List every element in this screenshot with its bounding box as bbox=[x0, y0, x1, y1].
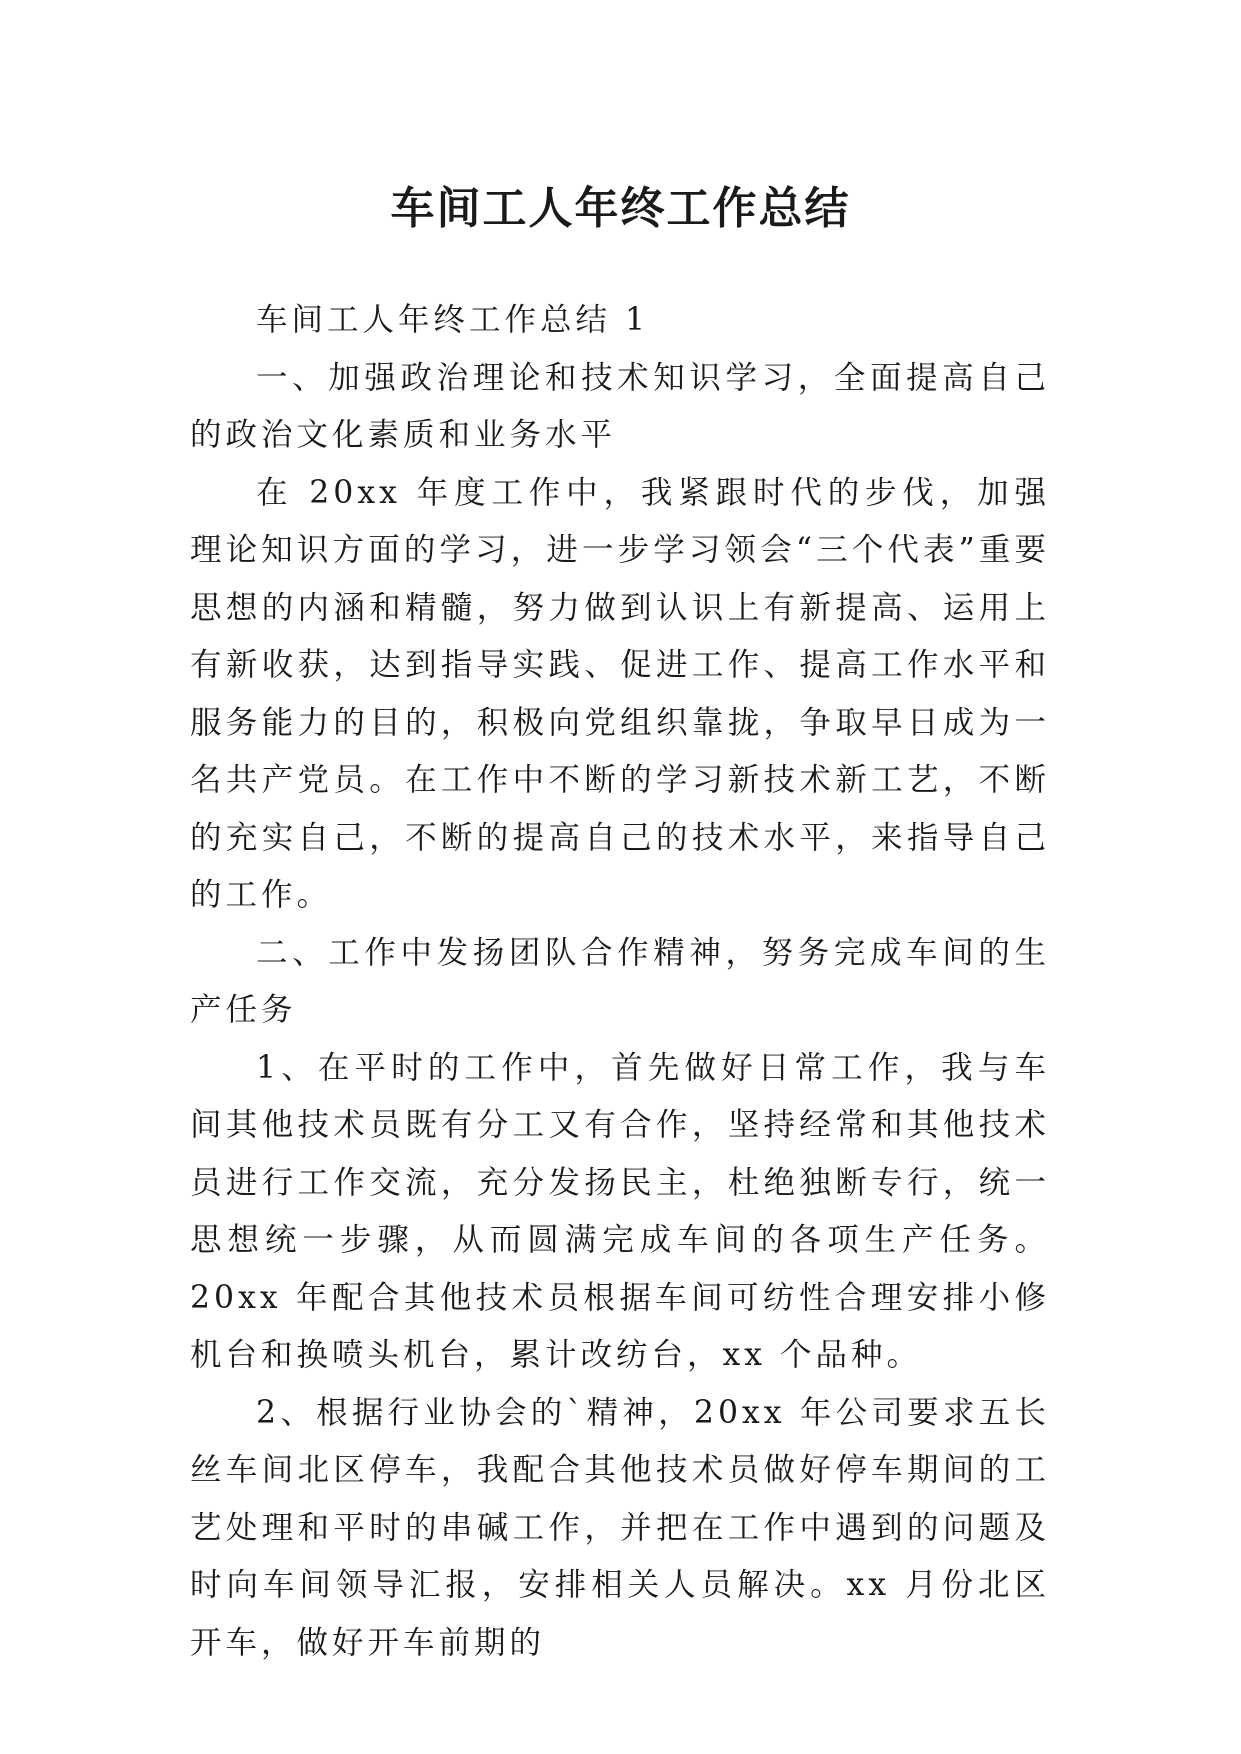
document-title: 车间工人年终工作总结 bbox=[390, 183, 851, 235]
paragraph-heading: 车间工人年终工作总结 1 bbox=[256, 302, 650, 338]
paragraph-section-two-heading: 二、工作中发扬团队合作精神，努务完成车间的生产任务 bbox=[190, 934, 1050, 1028]
paragraph-section-one-heading: 一、加强政治理论和技术知识学习，全面提高自己的政治文化素质和业务水平 bbox=[190, 359, 1050, 453]
document-body bbox=[190, 292, 1050, 1672]
paragraph: 在 20xx 年度工作中，我紧跟时代的步伐，加强理论知识方面的学习，进一步学习领会“三个代表”重要思想的内涵和精髓，努力做到认识上有新提高、运用上有新收获，达到指导实践、促进工作、提高工作水平和服务能力的目的，积极向党组织靠拢，争取早日成为一名共产党员。在工作中不断的学习新技术新工艺，不断的充实自己，不断的提高自己的技术水平，来指导自己的工作。 bbox=[190, 474, 1050, 913]
paragraph: 2、根据行业协会的`精神，20xx 年公司要求五长丝车间北区停车，我配合其他技术员做好停车期间的工艺处理和平时的串碱工作，并把在工作中遇到的问题及时向车间领导汇报，安排相关人员解决。xx 月份北区开车，做好开车前期的 bbox=[190, 1394, 1050, 1661]
paragraph: 1、在平时的工作中，首先做好日常工作，我与车间其他技术员既有分工又有合作，坚持经常和其他技术员进行工作交流，充分发扬民主，杜绝独断专行，统一思想统一步骤，从而圆满完成车间的各项生产任务。20xx 年配合其他技术员根据车间可纺性合理安排小修机台和换喷头机台，累计改纺台，xx 个品种。 bbox=[190, 1049, 1050, 1373]
